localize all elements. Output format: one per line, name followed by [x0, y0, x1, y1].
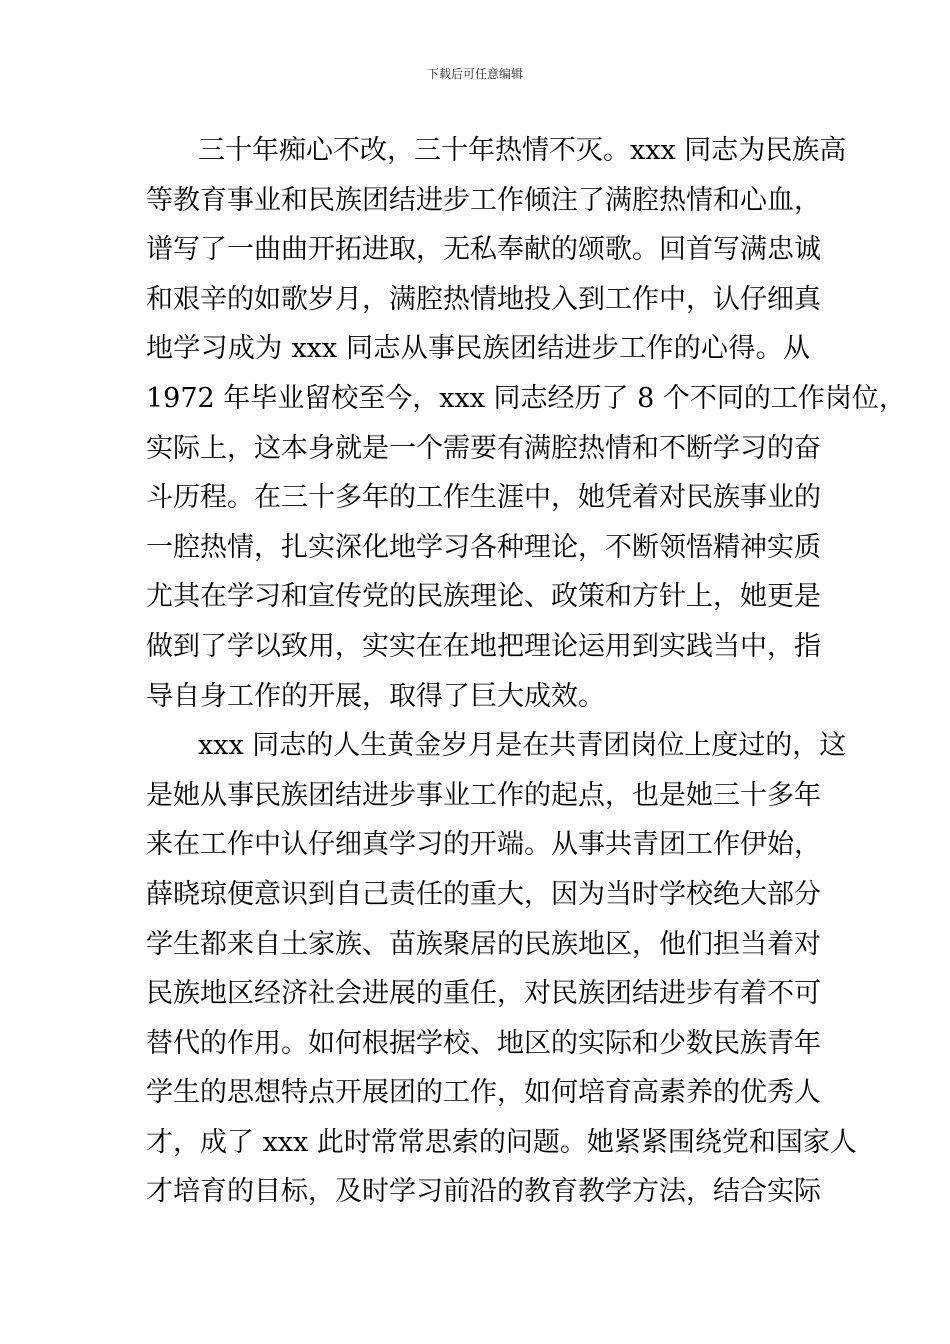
paragraph-line: 等教育事业和民族团结进步工作倾注了满腔热情和心血， — [146, 184, 821, 216]
paragraph-line: 学生的思想特点开展团的工作，如何培育高素养的优秀人 — [146, 1077, 821, 1109]
paragraph-line: 导自身工作的开展，取得了巨大成效。 — [146, 680, 605, 712]
paragraph-line: 斗历程。在三十多年的工作生涯中，她凭着对民族事业的 — [146, 482, 821, 514]
page-header: 下载后可任意编辑 — [426, 67, 523, 81]
paragraph-line: 1972 年毕业留校至今，xxx 同志经历了 8 个不同的工作岗位， — [146, 382, 906, 414]
paragraph-line: 地学习成为 xxx 同志从事民族团结进步工作的心得。从 — [146, 333, 810, 365]
paragraph-1 — [146, 126, 906, 721]
paragraph-line: 实际上，这本身就是一个需要有满腔热情和不断学习的奋 — [146, 432, 821, 464]
paragraph-line: xxx 同志的人生黄金岁月是在共青团岗位上度过的，这 — [198, 730, 847, 762]
paragraph-line: 民族地区经济社会进展的重任，对民族团结进步有着不可 — [146, 978, 821, 1010]
paragraph-line: 尤其在学习和宣传党的民族理论、政策和方针上，她更是 — [146, 581, 821, 613]
paragraph-line: 是她从事民族团结进步事业工作的起点，也是她三十多年 — [146, 779, 821, 811]
paragraph-line: 才，成了 xxx 此时常常思索的问题。她紧紧围绕党和国家人 — [146, 1126, 857, 1158]
paragraph-line: 做到了学以致用，实实在在地把理论运用到实践当中，指 — [146, 630, 821, 662]
paragraph-line: 替代的作用。如何根据学校、地区的实际和少数民族青年 — [146, 1027, 821, 1059]
paragraph-line: 学生都来自土家族、苗族聚居的民族地区，他们担当着对 — [146, 928, 821, 960]
paragraph-line: 和艰辛的如歌岁月，满腔热情地投入到工作中，认仔细真 — [146, 283, 821, 315]
paragraph-2 — [146, 721, 857, 1217]
paragraph-line: 薛晓琼便意识到自己责任的重大，因为当时学校绝大部分 — [146, 878, 821, 910]
paragraph-line: 谱写了一曲曲开拓进取，无私奉献的颂歌。回首写满忠诚 — [146, 234, 821, 266]
paragraph-line: 三十年痴心不改，三十年热情不灭。xxx 同志为民族高 — [198, 135, 847, 166]
document-body — [146, 126, 906, 1217]
paragraph-line: 来在工作中认仔细真学习的开端。从事共青团工作伊始， — [146, 829, 821, 861]
paragraph-line: 才培育的目标，及时学习前沿的教育教学方法，结合实际 — [146, 1176, 821, 1208]
paragraph-line: 一腔热情，扎实深化地学习各种理论，不断领悟精神实质 — [146, 531, 821, 563]
